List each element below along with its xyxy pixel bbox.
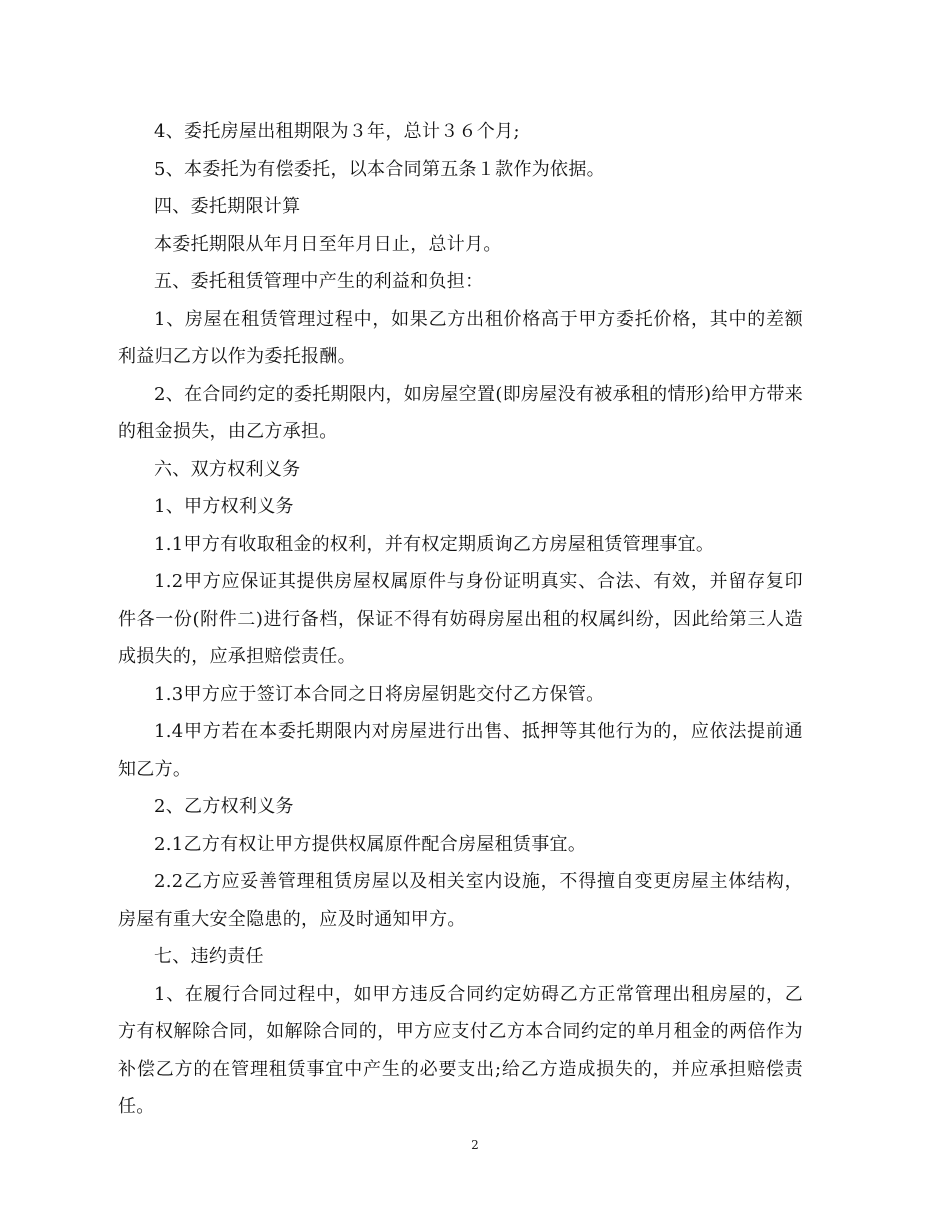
section-heading-7: 七、违约责任 [154, 946, 264, 967]
page-number: 2 [471, 1138, 479, 1152]
clause-2-2: 2.2乙方应妥善管理租赁房屋以及相关室内设施，不得擅自变更房屋主体结构，房屋有重大安全隐患的，应及时通知甲方。 [118, 871, 803, 930]
paragraph-liability-1: 1、在履行合同过程中，如甲方违反合同约定妨碍乙方正常管理出租房屋的，乙方有权解除合同，如解除合同的，甲方应支付乙方本合同约定的单月租金的两倍作为补偿乙方的在管理租赁事宜中产生的必要支出;给乙方造成损失的，并应承担赔偿责任。 [118, 983, 803, 1117]
subsection-heading-party-b: 2、乙方权利义务 [154, 796, 294, 817]
clause-1-3: 1.3甲方应于签订本合同之日将房屋钥匙交付乙方保管。 [154, 683, 605, 705]
paragraph-paid-entrustment: 5、本委托为有偿委托，以本合同第五条１款作为依据。 [154, 158, 605, 180]
section-heading-5: 五、委托租赁管理中产生的利益和负担： [154, 271, 484, 292]
paragraph-benefit-1: 1、房屋在租赁管理过程中，如果乙方出租价格高于甲方委托价格，其中的差额利益归乙方以作为委托报酬。 [118, 308, 803, 367]
document-body [118, 113, 803, 1126]
clause-1-4: 1.4甲方若在本委托期限内对房屋进行出售、抵押等其他行为的，应依法提前通知乙方。 [118, 721, 803, 780]
section-heading-4: 四、委托期限计算 [154, 196, 301, 217]
paragraph-benefit-2: 2、在合同约定的委托期限内，如房屋空置(即房屋没有被承租的情形)给甲方带来的租金损失，由乙方承担。 [118, 383, 803, 442]
paragraph-term-calculation: 本委托期限从年月日至年月日止，总计月。 [154, 233, 502, 255]
paragraph-term-period: 4、委托房屋出租期限为３年，总计３６个月; [154, 121, 520, 142]
clause-1-1: 1.1甲方有收取租金的权利，并有权定期质询乙方房屋租赁管理事宜。 [154, 533, 715, 555]
clause-2-1: 2.1乙方有权让甲方提供权属原件配合房屋租赁事宜。 [154, 833, 587, 855]
section-heading-6: 六、双方权利义务 [154, 458, 301, 480]
subsection-heading-party-a: 1、甲方权利义务 [154, 496, 294, 517]
clause-1-2: 1.2甲方应保证其提供房屋权属原件与身份证明真实、合法、有效，并留存复印件各一份(附件二)进行备档，保证不得有妨碍房屋出租的权属纠纷，因此给第三人造成损失的，应承担赔偿责任。 [118, 571, 803, 667]
